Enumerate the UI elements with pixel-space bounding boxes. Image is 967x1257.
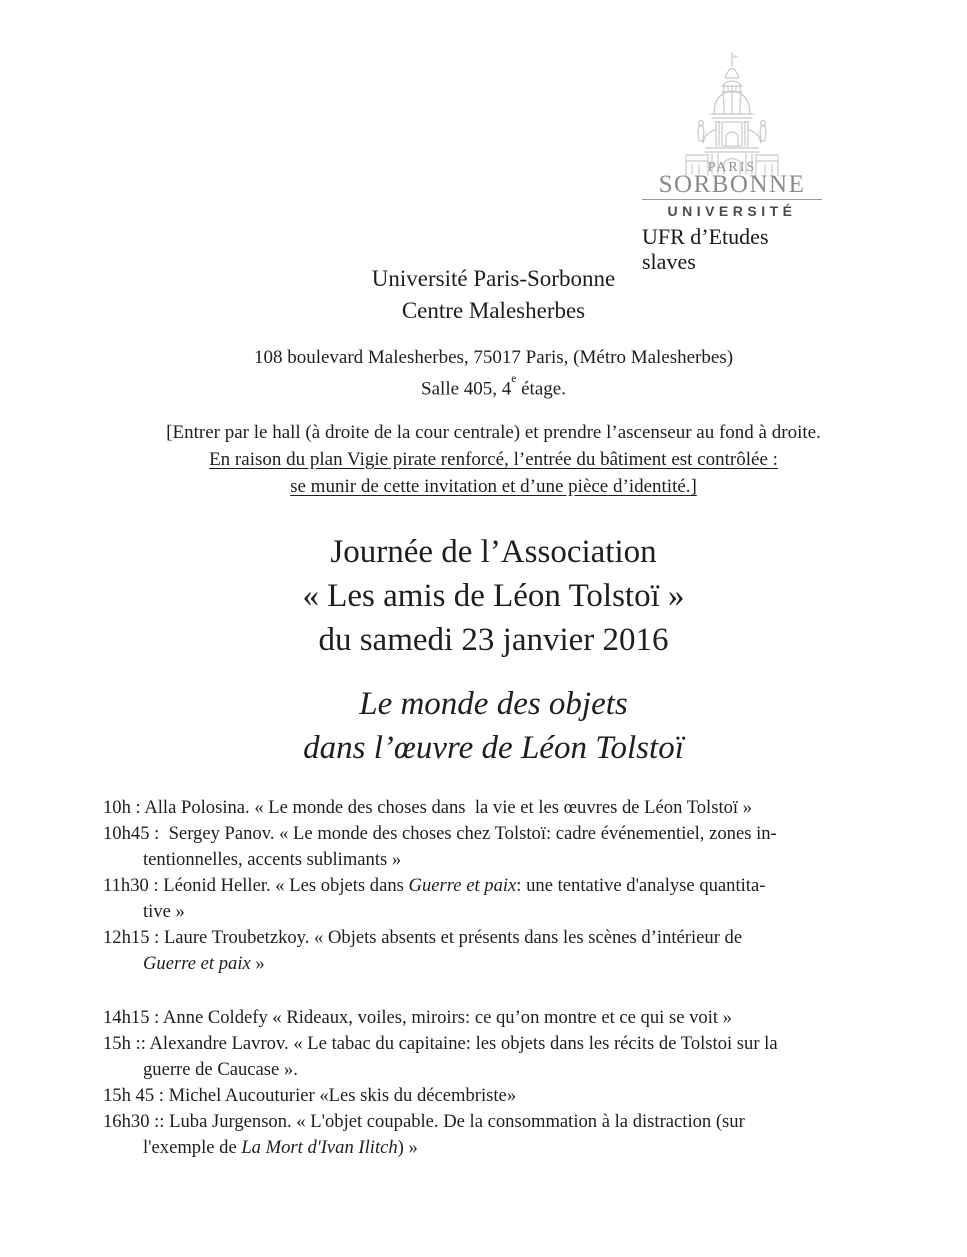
access-notice [0, 419, 967, 500]
program-schedule [103, 795, 778, 1161]
event-theme-line: Le monde des objets [359, 686, 628, 722]
work-title: Guerre et paix [408, 875, 517, 896]
program-item [103, 1109, 778, 1135]
university-name: Université Paris-Sorbonne [371, 266, 616, 291]
event-title-line: du samedi 23 janvier 2016 [318, 622, 669, 658]
program-item [103, 821, 778, 847]
ufr-department-label: UFR d’Etudes slaves [642, 224, 769, 274]
logo-divider [642, 199, 822, 200]
program-text: tentionnelles, accents sublimants » [143, 849, 402, 870]
program-item [103, 1031, 778, 1057]
event-theme [0, 682, 967, 770]
room-text: Salle 405, 4 [421, 378, 512, 400]
street-address: 108 boulevard Malesherbes, 75017 Paris, (Métro Malesherbes) [253, 347, 734, 368]
event-title-line: Journée de l’Association [330, 534, 657, 570]
program-text: tive » [143, 901, 185, 922]
program-item-continuation [143, 899, 778, 925]
program-item-continuation [143, 847, 778, 873]
notice-line-underlined: En raison du plan Vigie pirate renforcé, l’entrée du bâtiment est contrôlée : [209, 449, 778, 470]
sorbonne-building-icon [672, 50, 792, 176]
program-text: guerre de Caucase ». [143, 1059, 298, 1080]
room-info [20, 371, 967, 402]
logo-paris-text: PARIS [707, 160, 757, 175]
program-text: 16h30 :: Luba Jurgenson. « L'objet coupable. De la consommation à la distraction (sur [103, 1111, 745, 1132]
program-item-continuation [143, 1057, 778, 1083]
work-title: Guerre et paix [143, 953, 251, 974]
work-title: La Mort d'Ivan Ilitch [241, 1137, 398, 1158]
program-section-morning [103, 795, 778, 977]
notice-line: [Entrer par le hall (à droite de la cour centrale) et prendre l’ascenseur au fond à droite. [166, 422, 821, 443]
program-text: : une tentative d'analyse quantita- [516, 875, 766, 896]
program-text: » [250, 953, 265, 974]
institution-header [0, 263, 967, 327]
program-item [103, 925, 778, 951]
program-text: 14h15 : Anne Coldefy « Rideaux, voiles, miroirs: ce qu’on montre et ce qui se voit » [103, 1007, 732, 1028]
program-text: 11h30 : Léonid Heller. « Les objets dans [103, 875, 409, 896]
address-block [0, 344, 967, 402]
program-text: ) » [397, 1137, 418, 1158]
ordinal-superscript: e [511, 372, 517, 385]
event-title-line: « Les amis de Léon Tolstoï » [302, 578, 685, 614]
event-title [0, 530, 967, 662]
program-text: 15h 45 : Michel Aucouturier «Les skis du décembriste» [103, 1085, 517, 1106]
program-section-afternoon [103, 1005, 778, 1161]
sorbonne-logo [642, 50, 822, 274]
program-text: 15h :: Alexandre Lavrov. « Le tabac du capitaine: les objets dans les récits de Tolstoi sur la [103, 1033, 778, 1054]
program-item [103, 873, 778, 899]
program-item [103, 1083, 778, 1109]
logo-universite-text: UNIVERSITÉ [667, 203, 797, 219]
notice-line-underlined: se munir de cette invitation et d’une pièce d’identité.] [290, 476, 697, 497]
event-theme-line: dans l’œuvre de Léon Tolstoï [303, 730, 684, 766]
logo-sorbonne-text: SORBONNE [658, 171, 806, 198]
program-item-continuation [143, 951, 778, 977]
program-text: 10h45 : Sergey Panov. « Le monde des choses chez Tolstoï: cadre événementiel, zones in- [103, 823, 777, 844]
program-text: l'exemple de [143, 1137, 242, 1158]
campus-name: Centre Malesherbes [401, 298, 586, 323]
program-item [103, 795, 778, 821]
program-text: 10h : Alla Polosina. « Le monde des choses dans la vie et les œuvres de Léon Tolstoï » [103, 797, 753, 818]
program-item [103, 1005, 778, 1031]
program-text: 12h15 : Laure Troubetzkoy. « Objets absents et présents dans les scènes d’intérieur de [103, 927, 743, 948]
floor-text: étage. [516, 378, 566, 400]
program-item-continuation [143, 1135, 778, 1161]
